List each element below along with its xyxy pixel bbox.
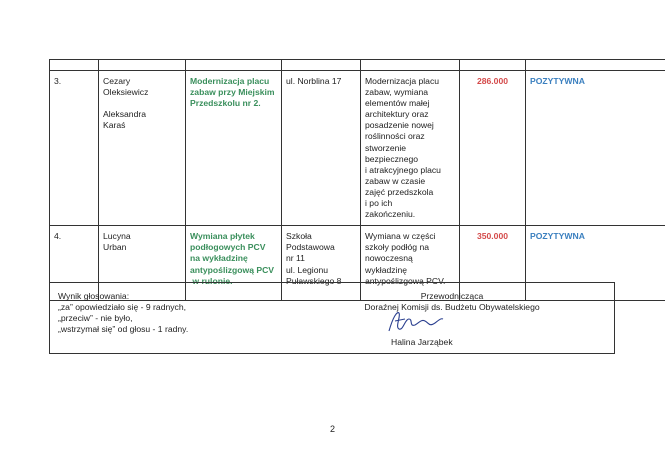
description-line: roślinności oraz <box>365 131 425 142</box>
description-line: zabaw w czasie <box>365 175 426 186</box>
chair-committee: Doraźnej Komisji ds. Budżetu Obywatelskiego <box>364 302 540 312</box>
location-line: ul. Norblina 17 <box>286 76 342 86</box>
applicant-line: Lucyna <box>103 231 131 242</box>
location-line: Puławskiego 8 <box>286 275 342 286</box>
chair-title: Przewodnicząca <box>420 291 484 301</box>
chair-block <box>337 291 567 313</box>
location-line: ul. Legionu <box>286 264 329 275</box>
description-cell <box>361 71 460 226</box>
applicants-cell <box>99 71 186 226</box>
description-line: zajęć przedszkola <box>365 186 434 197</box>
projects-table <box>49 59 665 301</box>
applicant-spacer <box>103 98 181 109</box>
description-line: architektury oraz <box>365 109 429 120</box>
description-line: nowoczesną <box>365 253 413 264</box>
applicant-line: Karaś <box>103 120 126 131</box>
description-line: bezpiecznego <box>365 153 419 164</box>
description-line: antypoślizgową PCV. <box>365 275 446 286</box>
row-number: 3. <box>50 71 99 226</box>
vote-for: „za” opowiedziało się - 9 radnych, <box>58 302 187 312</box>
table-top-row <box>50 60 665 71</box>
vote-heading: Wynik głosowania: <box>58 291 130 301</box>
location-line: nr 11 <box>286 253 305 264</box>
title-line: podłogowych PCV <box>190 242 266 253</box>
vote-abstain: „wstrzymał się” od głosu - 1 radny. <box>58 324 189 334</box>
title-line: w rulonie. <box>190 275 233 286</box>
description-line: i po ich <box>365 198 393 209</box>
description-line: wykładzinę <box>365 264 408 275</box>
project-title-cell <box>186 71 282 226</box>
location-line: Podstawowa <box>286 242 335 253</box>
applicant-line: Urban <box>103 242 127 253</box>
description-line: szkoły podłóg na <box>365 242 430 253</box>
title-line: Wymiana płytek <box>190 231 255 242</box>
title-line: Przedszkolu nr 2. <box>190 98 261 109</box>
applicant-line: Aleksandra <box>103 109 146 120</box>
amount-cell: 286.000 <box>460 71 526 226</box>
result-cell: POZYTYWNA <box>526 226 665 301</box>
location-line: Szkoła <box>286 231 312 242</box>
description-line: elementów małej <box>365 98 430 109</box>
amount-cell: 350.000 <box>460 226 526 301</box>
description-line: Wymiana w części <box>365 231 436 242</box>
applicant-line: Cezary <box>103 76 131 86</box>
applicant-line: Oleksiewicz <box>103 87 149 98</box>
result-cell: POZYTYWNA <box>526 71 665 226</box>
title-line: Modernizacja placu <box>190 76 270 86</box>
description-line: stworzenie <box>365 142 407 153</box>
description-line: Modernizacja placu <box>365 76 440 86</box>
table-row <box>50 71 665 226</box>
handwritten-signature <box>385 307 445 337</box>
description-line: i atrakcyjnego placu <box>365 164 441 175</box>
description-line: zabaw, wymiana <box>365 87 429 98</box>
description-line: zakończeniu. <box>365 209 416 220</box>
title-line: na wykładzinę <box>190 253 248 264</box>
page-number: 2 <box>330 424 336 434</box>
signer-name: Halina Jarząbek <box>391 337 453 347</box>
row-number: 4. <box>50 226 99 301</box>
description-line: posadzenie nowej <box>365 120 434 131</box>
vote-result <box>58 291 188 335</box>
vote-against: „przeciw” - nie było, <box>58 313 133 323</box>
title-line: zabaw przy Miejskim <box>190 87 275 98</box>
location-cell <box>282 71 361 226</box>
title-line: antypoślizgową PCV <box>190 264 275 275</box>
